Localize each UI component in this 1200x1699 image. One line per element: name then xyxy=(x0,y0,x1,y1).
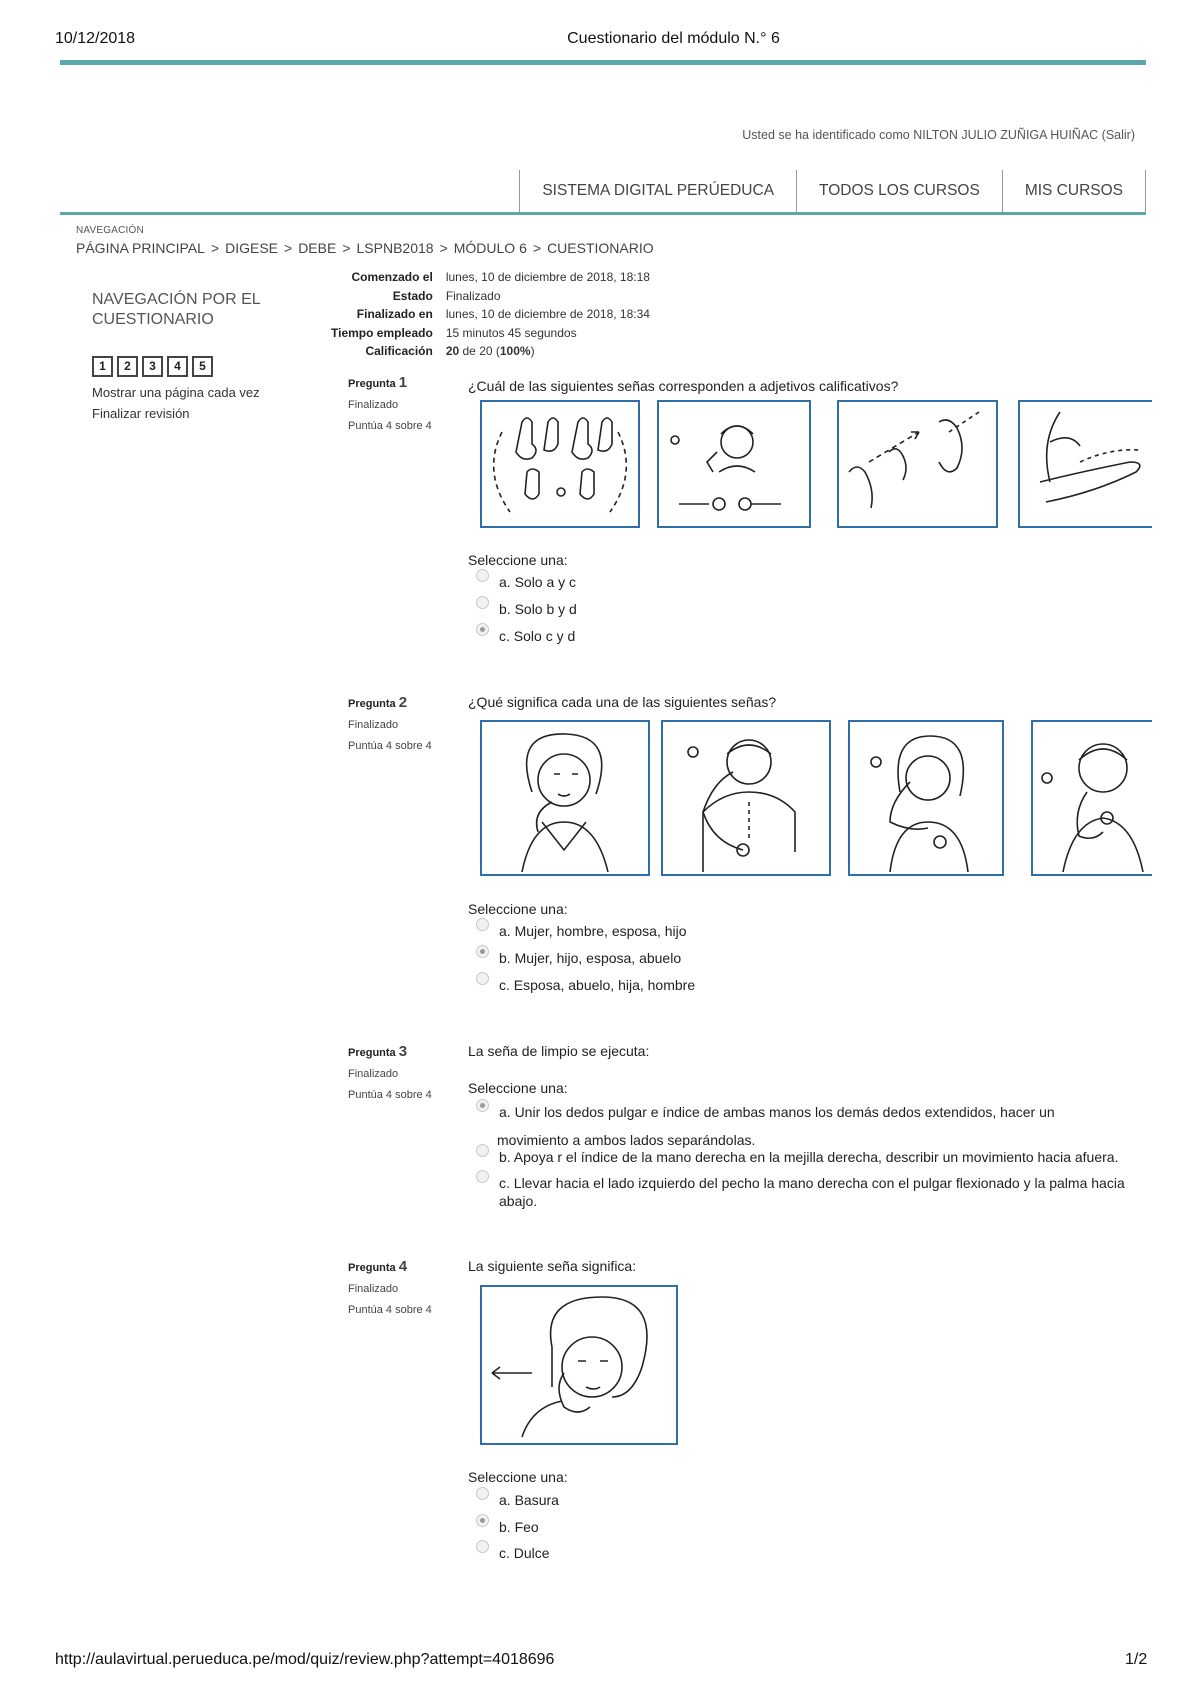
answer-option[interactable] xyxy=(476,627,575,645)
grade-points: 20 xyxy=(445,344,460,358)
sign-image xyxy=(837,400,998,528)
print-url: http://aulavirtual.perueduca.pe/mod/quiz/review.php?attempt=4018696 xyxy=(55,1651,555,1668)
summary-finished-label: Finalizado en xyxy=(356,307,433,321)
answer-label: a. Mujer, hombre, esposa, hijo xyxy=(499,923,687,939)
summary-started-label: Comenzado el xyxy=(351,270,433,284)
grade-percent: 100% xyxy=(499,344,531,358)
question-text: La seña de limpio se ejecuta: xyxy=(468,1043,650,1059)
answer-label: a. Basura xyxy=(499,1492,559,1508)
sign-image xyxy=(1031,720,1152,876)
question-info xyxy=(348,1256,432,1321)
answer-label: c. Llevar hacia el lado izquierdo del pecho la mano derecha con el pulgar flexionado y la palma hacia abajo. xyxy=(499,1175,1125,1209)
answer-radio[interactable] xyxy=(476,1540,489,1553)
answer-option[interactable] xyxy=(476,1174,1136,1210)
breadcrumb-separator: > xyxy=(342,240,351,256)
main-navigation xyxy=(60,170,1146,215)
question-state: Finalizado xyxy=(348,1283,399,1295)
sign-image xyxy=(661,720,831,876)
quiz-nav-button-2[interactable]: 2 xyxy=(117,356,138,377)
breadcrumb-digese[interactable]: DIGESE xyxy=(225,240,278,256)
summary-grade-value xyxy=(445,342,651,361)
summary-started-value: lunes, 10 de diciembre de 2018, 18:18 xyxy=(445,270,650,284)
answer-option[interactable] xyxy=(476,949,681,967)
breadcrumb-home[interactable]: PÁGINA PRINCIPAL xyxy=(76,240,205,256)
answer-label: a. Unir los dedos pulgar e índice de ambas manos los demás dedos extendidos, hacer un xyxy=(499,1104,1055,1120)
breadcrumb-debe[interactable]: DEBE xyxy=(298,240,337,256)
summary-finished-value: lunes, 10 de diciembre de 2018, 18:34 xyxy=(445,307,650,321)
sign-image xyxy=(848,720,1004,876)
question-info xyxy=(348,1041,432,1106)
summary-time-label: Tiempo empleado xyxy=(331,325,433,340)
breadcrumb-separator: > xyxy=(284,240,293,256)
answer-option[interactable] xyxy=(476,976,695,994)
question-state: Finalizado xyxy=(348,399,399,411)
question-info xyxy=(348,372,432,437)
attempt-summary xyxy=(330,268,651,361)
sign-image xyxy=(1018,400,1152,528)
answer-radio[interactable] xyxy=(476,1170,489,1183)
print-title: Cuestionario del módulo N.° 6 xyxy=(567,30,780,47)
question-number: 4 xyxy=(398,1258,408,1275)
print-page-number: 1/2 xyxy=(1125,1651,1148,1668)
question-score: Puntúa 4 sobre 4 xyxy=(348,420,432,432)
sign-image xyxy=(480,720,650,876)
finish-review-link[interactable]: Finalizar revisión xyxy=(92,406,190,421)
question-number: 2 xyxy=(398,694,408,711)
answer-option[interactable] xyxy=(476,1544,550,1562)
question-score: Puntúa 4 sobre 4 xyxy=(348,1304,432,1316)
question-label: Pregunta xyxy=(348,698,396,710)
grade-rest: de 20 ( xyxy=(459,344,500,358)
header-accent-bar xyxy=(60,60,1146,65)
answer-label: c. Dulce xyxy=(499,1545,550,1561)
summary-time-value: 15 minutos 45 segundos xyxy=(445,325,577,340)
answer-radio[interactable] xyxy=(476,972,489,985)
logged-in-info[interactable]: Usted se ha identificado como NILTON JULIO ZUÑIGA HUIÑAC (Salir) xyxy=(742,128,1135,142)
answer-radio[interactable] xyxy=(476,1144,489,1157)
question-state: Finalizado xyxy=(348,1068,399,1080)
answer-radio-selected[interactable] xyxy=(476,623,489,636)
breadcrumb-course[interactable]: LSPNB2018 xyxy=(356,240,434,256)
quiz-nav-button-4[interactable]: 4 xyxy=(167,356,188,377)
summary-state-label: Estado xyxy=(392,288,433,303)
answer-label: a. Solo a y c xyxy=(499,574,577,590)
answer-label: b. Feo xyxy=(499,1519,539,1535)
answer-option[interactable] xyxy=(476,1103,1126,1121)
answer-label: c. Esposa, abuelo, hija, hombre xyxy=(499,977,696,993)
answer-radio[interactable] xyxy=(476,596,489,609)
nav-tab-todos-los-cursos[interactable]: TODOS LOS CURSOS xyxy=(796,170,1002,212)
question-text: ¿Qué significa cada una de las siguientes señas? xyxy=(468,694,777,710)
question-number: 1 xyxy=(398,374,408,391)
answer-radio[interactable] xyxy=(476,569,489,582)
breadcrumb-separator: > xyxy=(439,240,448,256)
quiz-nav-button-5[interactable]: 5 xyxy=(192,356,213,377)
answer-label: b. Mujer, hijo, esposa, abuelo xyxy=(499,950,682,966)
sign-image xyxy=(480,400,640,528)
answer-option[interactable] xyxy=(476,573,576,591)
quiz-nav-button-3[interactable]: 3 xyxy=(142,356,163,377)
nav-tab-sistema-digital[interactable]: SISTEMA DIGITAL PERÚEDUCA xyxy=(519,170,796,212)
select-one-label: Seleccione una: xyxy=(468,1469,568,1485)
question-info xyxy=(348,692,432,757)
question-text: ¿Cuál de las siguientes señas corresponden a adjetivos calificativos? xyxy=(468,378,899,394)
breadcrumb-module[interactable]: MÓDULO 6 xyxy=(453,240,527,256)
summary-state-value: Finalizado xyxy=(445,288,501,303)
summary-grade-label: Calificación xyxy=(365,344,433,358)
breadcrumb-separator: > xyxy=(210,240,220,256)
answer-option[interactable] xyxy=(476,600,577,618)
question-score: Puntúa 4 sobre 4 xyxy=(348,740,432,752)
answer-radio-selected[interactable] xyxy=(476,945,489,958)
quiz-nav-button-1[interactable]: 1 xyxy=(92,356,113,377)
answer-option[interactable] xyxy=(476,1148,1156,1166)
answer-radio[interactable] xyxy=(476,918,489,931)
answer-option[interactable] xyxy=(476,922,687,940)
quiz-question-navigation xyxy=(92,356,213,377)
sign-image xyxy=(657,400,811,528)
answer-label: c. Solo c y d xyxy=(499,628,576,644)
question-number: 3 xyxy=(398,1043,408,1060)
select-one-label: Seleccione una: xyxy=(468,901,568,917)
answer-option[interactable] xyxy=(476,1518,539,1536)
answer-option[interactable] xyxy=(476,1491,559,1509)
sign-image xyxy=(480,1285,678,1445)
nav-tab-mis-cursos[interactable]: MIS CURSOS xyxy=(1002,170,1146,212)
question-score: Puntúa 4 sobre 4 xyxy=(348,1089,432,1101)
breadcrumb xyxy=(76,240,654,256)
answer-radio-selected[interactable] xyxy=(476,1099,489,1112)
question-state: Finalizado xyxy=(348,719,399,731)
question-label: Pregunta xyxy=(348,378,396,390)
quiz-navigation-title: NAVEGACIÓN POR EL CUESTIONARIO xyxy=(92,291,261,328)
select-one-label: Seleccione una: xyxy=(468,1080,568,1096)
show-one-page-link[interactable]: Mostrar una página cada vez xyxy=(92,385,260,400)
answer-label: b. Apoya r el índice de la mano derecha en la mejilla derecha, describir un movimiento hacia afuera. xyxy=(499,1149,1119,1165)
answer-radio-selected[interactable] xyxy=(476,1514,489,1527)
question-label: Pregunta xyxy=(348,1262,396,1274)
question-text: La siguiente seña significa: xyxy=(468,1258,637,1274)
breadcrumb-quiz[interactable]: CUESTIONARIO xyxy=(547,240,654,256)
answer-label: b. Solo b y d xyxy=(499,601,577,617)
breadcrumb-separator: > xyxy=(532,240,542,256)
answer-radio[interactable] xyxy=(476,1487,489,1500)
navigation-label: NAVEGACIÓN xyxy=(76,225,144,236)
select-one-label: Seleccione una: xyxy=(468,552,568,568)
question-label: Pregunta xyxy=(348,1047,396,1059)
answer-label-continuation: movimiento a ambos lados separándolas. xyxy=(497,1132,756,1148)
print-date: 10/12/2018 xyxy=(55,30,136,47)
grade-close: ) xyxy=(530,344,535,358)
